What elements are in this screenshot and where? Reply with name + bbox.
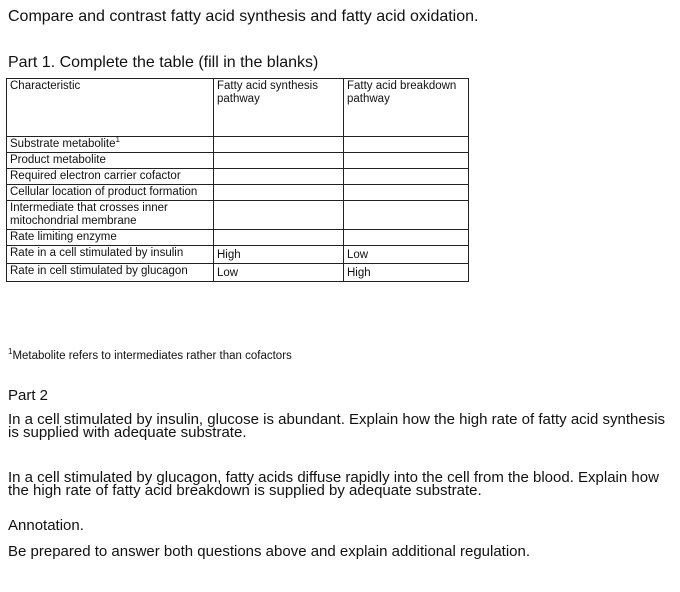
breakdown-cell: [344, 137, 469, 153]
row-label: Product metabolite: [7, 153, 214, 169]
annotation-label: Annotation.: [8, 517, 84, 534]
table-row: [7, 264, 469, 282]
footnote-number: 1: [8, 347, 13, 357]
footnote-text: Metabolite refers to intermediates rather than cofactors: [12, 350, 292, 362]
breakdown-cell: High: [344, 264, 469, 282]
table-row: [7, 185, 469, 201]
part2-heading: Part 2: [8, 387, 49, 404]
row-label: Intermediate that crosses inner mitochondrial membrane: [7, 201, 214, 230]
synthesis-cell: Low: [214, 264, 344, 282]
table-header-row: [7, 79, 469, 137]
row-label: Rate in a cell stimulated by insulin: [7, 246, 214, 264]
footnote-marker: 1: [115, 135, 120, 145]
synthesis-cell: [214, 137, 344, 153]
row-label: Substrate metabolite: [10, 138, 116, 150]
header-breakdown: Fatty acid breakdown pathway: [344, 79, 469, 137]
part1-heading: Part 1. Complete the table (fill in the blanks): [8, 54, 319, 71]
page-title: Compare and contrast fatty acid synthesis and fatty acid oxidation.: [8, 8, 479, 25]
breakdown-cell: [344, 169, 469, 185]
comparison-table: [6, 78, 469, 282]
table-row: [7, 153, 469, 169]
breakdown-cell: [344, 230, 469, 246]
row-label: Required electron carrier cofactor: [7, 169, 214, 185]
synthesis-cell: [214, 201, 344, 230]
row-label: Cellular location of product formation: [7, 185, 214, 201]
header-synthesis: Fatty acid synthesis pathway: [214, 79, 344, 137]
row-label: Rate in cell stimulated by glucagon: [10, 265, 188, 277]
synthesis-cell: [214, 185, 344, 201]
synthesis-cell: [214, 230, 344, 246]
table-row: [7, 230, 469, 246]
table-row: [7, 246, 469, 264]
synthesis-cell: [214, 169, 344, 185]
question-insulin: In a cell stimulated by insulin, glucose is abundant. Explain how the high rate of fatty acid synthesis is supplied with adequate substrate.: [8, 411, 666, 441]
table-footnote: [8, 347, 292, 362]
synthesis-cell: [214, 153, 344, 169]
row-label: Rate limiting enzyme: [7, 230, 214, 246]
table-row: [7, 137, 469, 153]
breakdown-cell: [344, 153, 469, 169]
annotation-text: Be prepared to answer both questions above and explain additional regulation.: [8, 543, 531, 560]
breakdown-cell: [344, 185, 469, 201]
header-characteristic: Characteristic: [7, 79, 214, 137]
synthesis-cell: High: [214, 246, 344, 264]
table-row: [7, 201, 469, 230]
breakdown-cell: Low: [344, 246, 469, 264]
breakdown-cell: [344, 201, 469, 230]
question-glucagon: In a cell stimulated by glucagon, fatty acids diffuse rapidly into the cell from the blood. Explain how the high rate of fatty acid breakdown is supplied by adequate substrate.: [8, 469, 659, 499]
table-row: [7, 169, 469, 185]
